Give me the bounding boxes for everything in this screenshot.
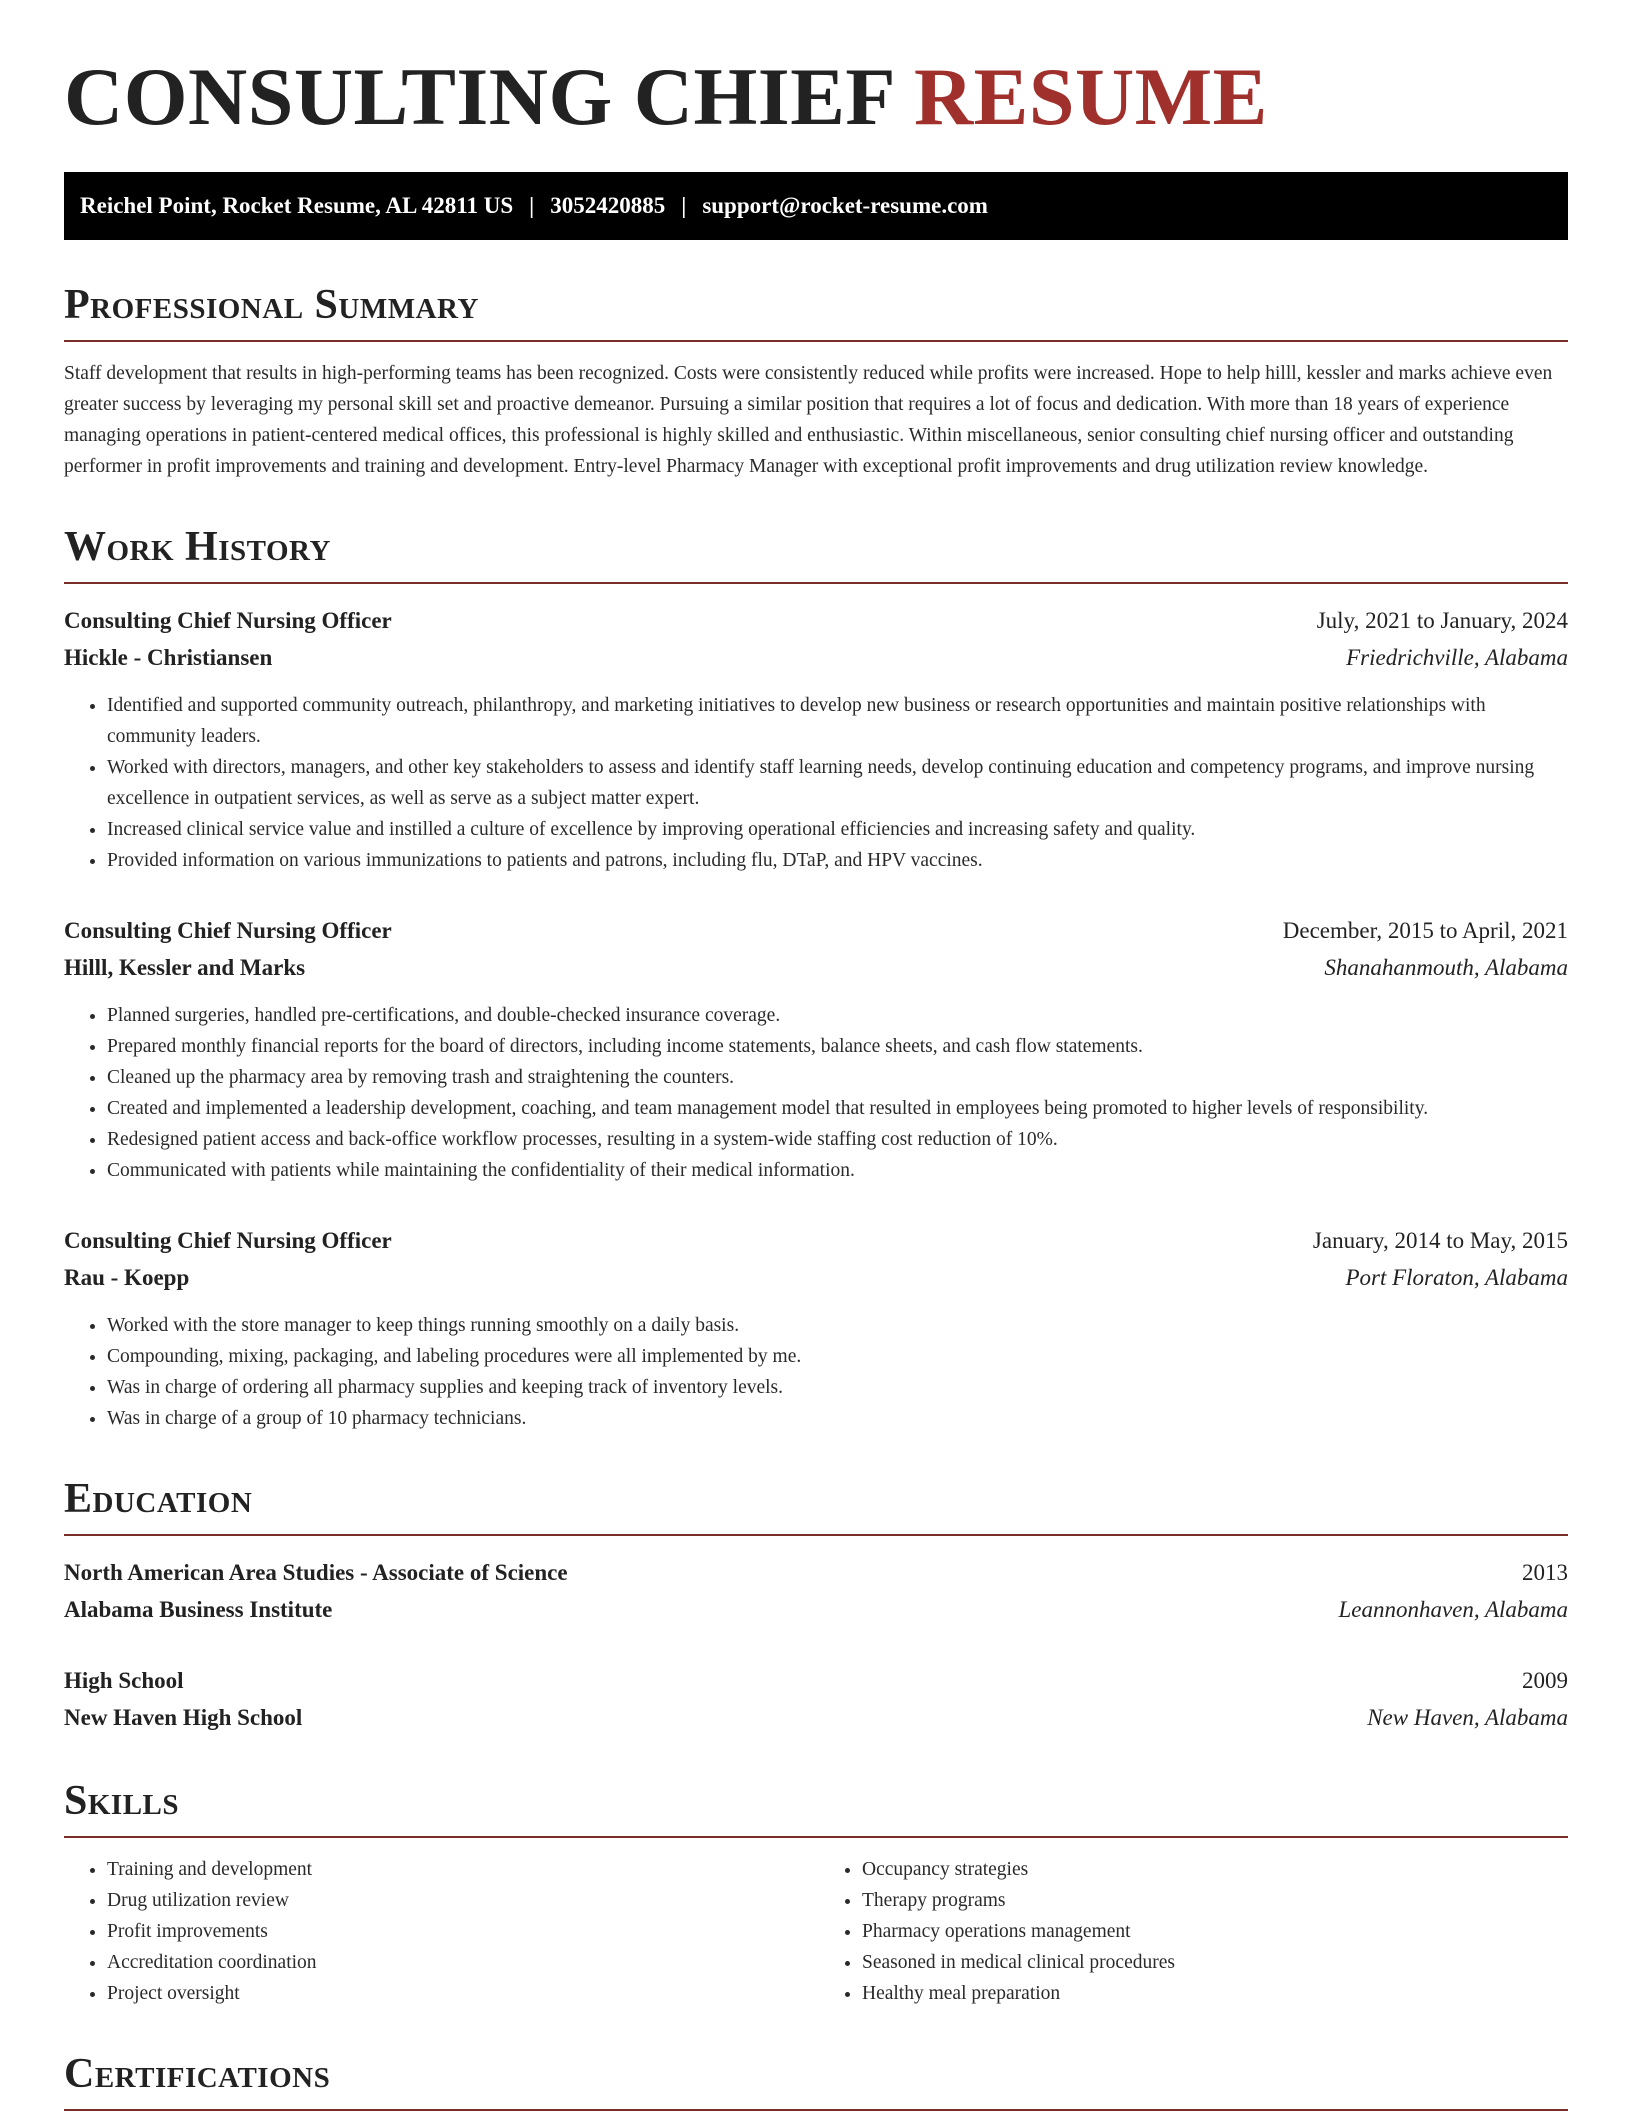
summary-heading: Professional Summary (64, 284, 1568, 342)
skill-item: • Therapy programs (862, 1885, 1568, 1916)
job-company-row (64, 1259, 1568, 1296)
skill-item: • Accreditation coordination (107, 1947, 816, 1978)
skill-item: • Healthy meal preparation (862, 1978, 1568, 2009)
education-school: New Haven High School (64, 1705, 303, 1730)
resume-title (64, 51, 1568, 142)
job-dates: July, 2021 to January, 2024 (1316, 608, 1568, 633)
job-bullet: • Created and implemented a leadership development, coaching, and team management model that resulted in employees being promoted to higher levels of responsibility. (107, 1093, 1568, 1124)
job-bullet: • Compounding, mixing, packaging, and labeling procedures were all implemented by me. (107, 1341, 1568, 1372)
skills-list (64, 1854, 1568, 2009)
summary-text: Staff development that results in high-performing teams has been recognized. Costs were consistently reduced while profits were increased. Hope to help hilll, kessler and marks achieve even greater success by leveraging my personal skill set and proactive demeanor. Pursuing a similar position that requires a lot of focus and dedication. With more than 18 years of experience managing operations in patient-centered medical offices, this professional is highly skilled and enthusiastic. Within miscellaneous, senior consulting chief nursing officer and outstanding performer in profit improvements and training and development. Entry-level Pharmacy Manager with exceptional profit improvements and drug utilization review knowledge. (64, 363, 1553, 477)
skills-column-right (816, 1854, 1568, 2009)
education-degree-row (64, 1554, 1568, 1591)
skill-item: • Profit improvements (107, 1916, 816, 1947)
job-bullet: • Was in charge of ordering all pharmacy supplies and keeping track of inventory levels. (107, 1372, 1568, 1403)
education-degree: High School (64, 1668, 184, 1693)
skills-column-left (64, 1854, 816, 2009)
contact-address: Reichel Point, Rocket Resume, AL 42811 US (80, 193, 514, 218)
job-bullets (64, 1310, 1568, 1434)
job-header-row (64, 912, 1568, 949)
job-bullets (64, 690, 1568, 876)
skill-item: • Pharmacy operations management (862, 1916, 1568, 1947)
title-accent: RESUME (913, 51, 1268, 142)
work-history-heading: Work History (64, 526, 1568, 584)
job-entry (64, 912, 1568, 1186)
job-bullet: • Worked with the store manager to keep things running smoothly on a daily basis. (107, 1310, 1568, 1341)
job-company: Hilll, Kessler and Marks (64, 955, 306, 980)
contact-email: support@rocket-resume.com (702, 193, 988, 218)
skill-item: • Project oversight (107, 1978, 816, 2009)
job-dates: January, 2014 to May, 2015 (1312, 1228, 1568, 1253)
skill-item: • Training and development (107, 1854, 816, 1885)
education-degree: North American Area Studies - Associate of Science (64, 1560, 568, 1585)
skill-item: • Occupancy strategies (862, 1854, 1568, 1885)
job-bullet: • Communicated with patients while maintaining the confidentiality of their medical information. (107, 1155, 1568, 1186)
job-location: Port Floraton, Alabama (1345, 1265, 1568, 1290)
contact-bar (64, 172, 1568, 240)
title-main: CONSULTING CHIEF (64, 51, 893, 142)
job-bullets (64, 1000, 1568, 1186)
contact-phone: 3052420885 (550, 193, 666, 218)
job-bullet: • Worked with directors, managers, and other key stakeholders to assess and identify staff learning needs, develop continuing education and competency programs, and improve nursing excellence in outpatient services, as well as serve as a subject matter expert. (107, 752, 1568, 814)
education-entry (64, 1554, 1568, 1628)
job-company-row (64, 639, 1568, 676)
job-title: Consulting Chief Nursing Officer (64, 1228, 392, 1253)
education-location: Leannonhaven, Alabama (1338, 1597, 1568, 1622)
education-heading: Education (64, 1478, 1568, 1536)
education-year: 2009 (1522, 1668, 1568, 1693)
skill-item: • Drug utilization review (107, 1885, 816, 1916)
education-entry (64, 1662, 1568, 1736)
education-location: New Haven, Alabama (1367, 1705, 1568, 1730)
job-title: Consulting Chief Nursing Officer (64, 918, 392, 943)
job-header-row (64, 602, 1568, 639)
job-company-row (64, 949, 1568, 986)
job-location: Friedrichville, Alabama (1346, 645, 1568, 670)
job-company: Rau - Koepp (64, 1265, 190, 1290)
job-bullet: • Cleaned up the pharmacy area by removing trash and straightening the counters. (107, 1062, 1568, 1093)
job-bullet: • Redesigned patient access and back-office workflow processes, resulting in a system-wide staffing cost reduction of 10%. (107, 1124, 1568, 1155)
education-school-row (64, 1591, 1568, 1628)
job-location: Shanahanmouth, Alabama (1324, 955, 1568, 980)
skills-heading: Skills (64, 1780, 1568, 1838)
education-year: 2013 (1522, 1560, 1568, 1585)
job-header-row (64, 1222, 1568, 1259)
contact-separator: | (529, 193, 535, 218)
job-company: Hickle - Christiansen (64, 645, 273, 670)
education-school: Alabama Business Institute (64, 1597, 333, 1622)
job-bullet: • Planned surgeries, handled pre-certifications, and double-checked insurance coverage. (107, 1000, 1568, 1031)
job-entry (64, 1222, 1568, 1434)
contact-separator: | (681, 193, 687, 218)
education-school-row (64, 1699, 1568, 1736)
education-degree-row (64, 1662, 1568, 1699)
job-bullet: • Provided information on various immunizations to patients and patrons, including flu, DTaP, and HPV vaccines. (107, 845, 1568, 876)
certifications-heading: Certifications (64, 2053, 1568, 2111)
job-bullet: • Was in charge of a group of 10 pharmacy technicians. (107, 1403, 1568, 1434)
job-dates: December, 2015 to April, 2021 (1282, 918, 1568, 943)
skill-item: • Seasoned in medical clinical procedures (862, 1947, 1568, 1978)
job-bullet: • Increased clinical service value and instilled a culture of excellence by improving operational efficiencies and increasing safety and quality. (107, 814, 1568, 845)
job-bullet: • Prepared monthly financial reports for the board of directors, including income statements, balance sheets, and cash flow statements. (107, 1031, 1568, 1062)
job-title: Consulting Chief Nursing Officer (64, 608, 392, 633)
job-entry (64, 602, 1568, 876)
job-bullet: • Identified and supported community outreach, philanthropy, and marketing initiatives to develop new business or research opportunities and maintain positive relationships with community leaders. (107, 690, 1568, 752)
